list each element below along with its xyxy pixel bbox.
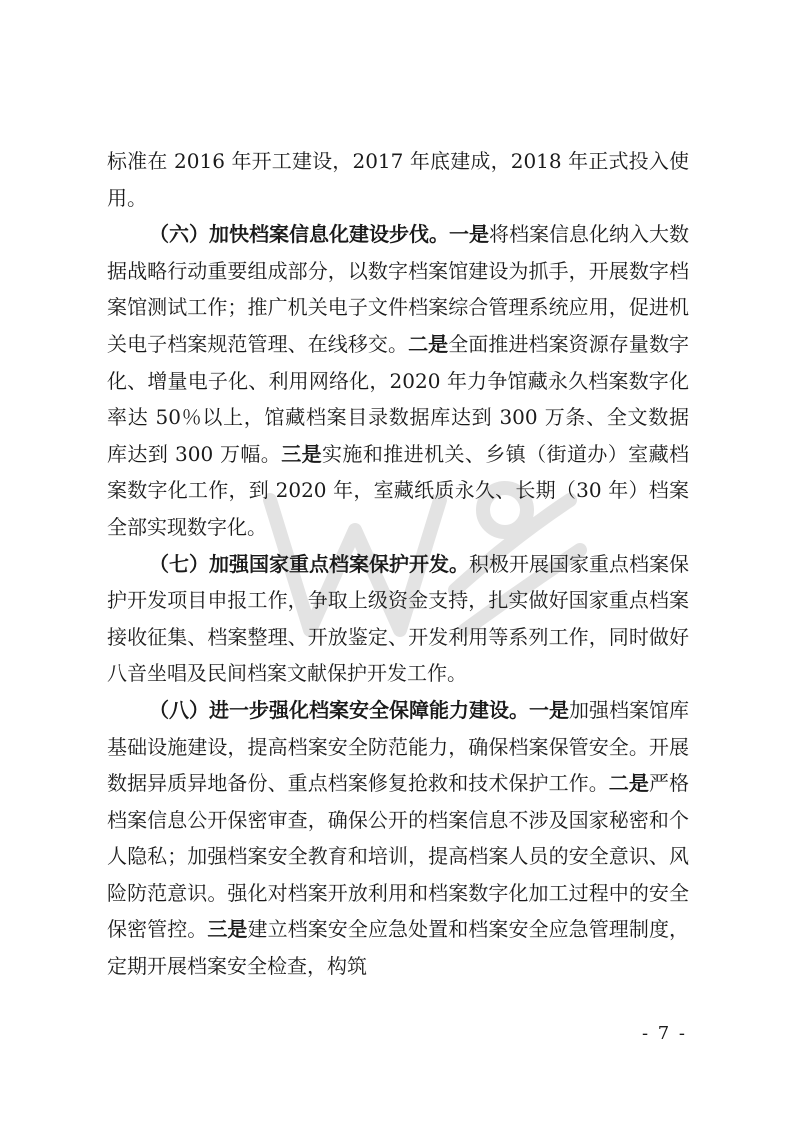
paragraph (107, 143, 689, 216)
paragraph (107, 692, 689, 985)
bold-run: 三是 (207, 917, 248, 942)
text-run: 实施和推进机关、乡镇（街道办）室藏档案数字化工作，到 2020 年，室藏纸质永久、长期（30 年）档案全部实现数字化。 (107, 441, 690, 539)
text-run: 加强档案馆库基础设施建设，提高档案安全防范能力，确保档案保管安全。开展数据异质异地备份、重点档案修复抢救和技术保护工作。 (107, 697, 689, 796)
bold-run: （六）加快档案信息化建设步伐。 (149, 222, 449, 247)
bold-run: （八）进一步强化档案安全保障能力建设。 (149, 697, 529, 722)
paragraph (107, 216, 689, 545)
page-number: - 7 - (641, 1023, 687, 1044)
bold-run: 二是 (408, 331, 449, 356)
text-run: 积极开展国家重点档案保护开发项目申报工作，争取上级资金支持，扎实做好国家重点档案接收征集、档案整理、开放鉴定、开发利用等系列工作，同时做好八音坐唱及民间档案文献保护开发工作。 (107, 551, 689, 686)
paragraph (107, 546, 689, 692)
body-text (107, 143, 689, 985)
bold-run: （七）加强国家重点档案保护开发。 (149, 551, 469, 576)
bold-run: 三是 (281, 441, 323, 466)
text-run: 标准在 2016 年开工建设，2017 年底建成，2018 年正式投入使用。 (107, 149, 689, 210)
bold-run: 一是 (449, 222, 489, 247)
text-run: 将档案信息化纳入大数据战略行动重要组成部分，以数字档案馆建设为抓手，开展数字档案馆测试工作；推广机关电子文件档案综合管理系统应用，促进机关电子档案规范管理、在线移交。 (107, 222, 689, 356)
bold-run: 二是 (608, 771, 649, 796)
text-run: 全面推进档案资源存量数字化、增量电子化、利用网络化，2020 年力争馆藏永久档案数字化率达 50％以上，馆藏档案目录数据库达到 300 万条、全文数据库达到 300 万幅。 (107, 331, 690, 466)
text-run: 建立档案安全应急处置和档案安全应急管理制度，定期开展档案安全检查，构筑 (107, 917, 690, 979)
text-run: 严格档案信息公开保密审查，确保公开的档案信息不涉及国家秘密和个人隐私；加强档案安全教育和培训，提高档案人员的安全意识、风险防范意识。强化对档案开放利用和档案数字化加工过程中的安全保密管控。 (107, 771, 690, 942)
bold-run: 一是 (529, 697, 569, 722)
